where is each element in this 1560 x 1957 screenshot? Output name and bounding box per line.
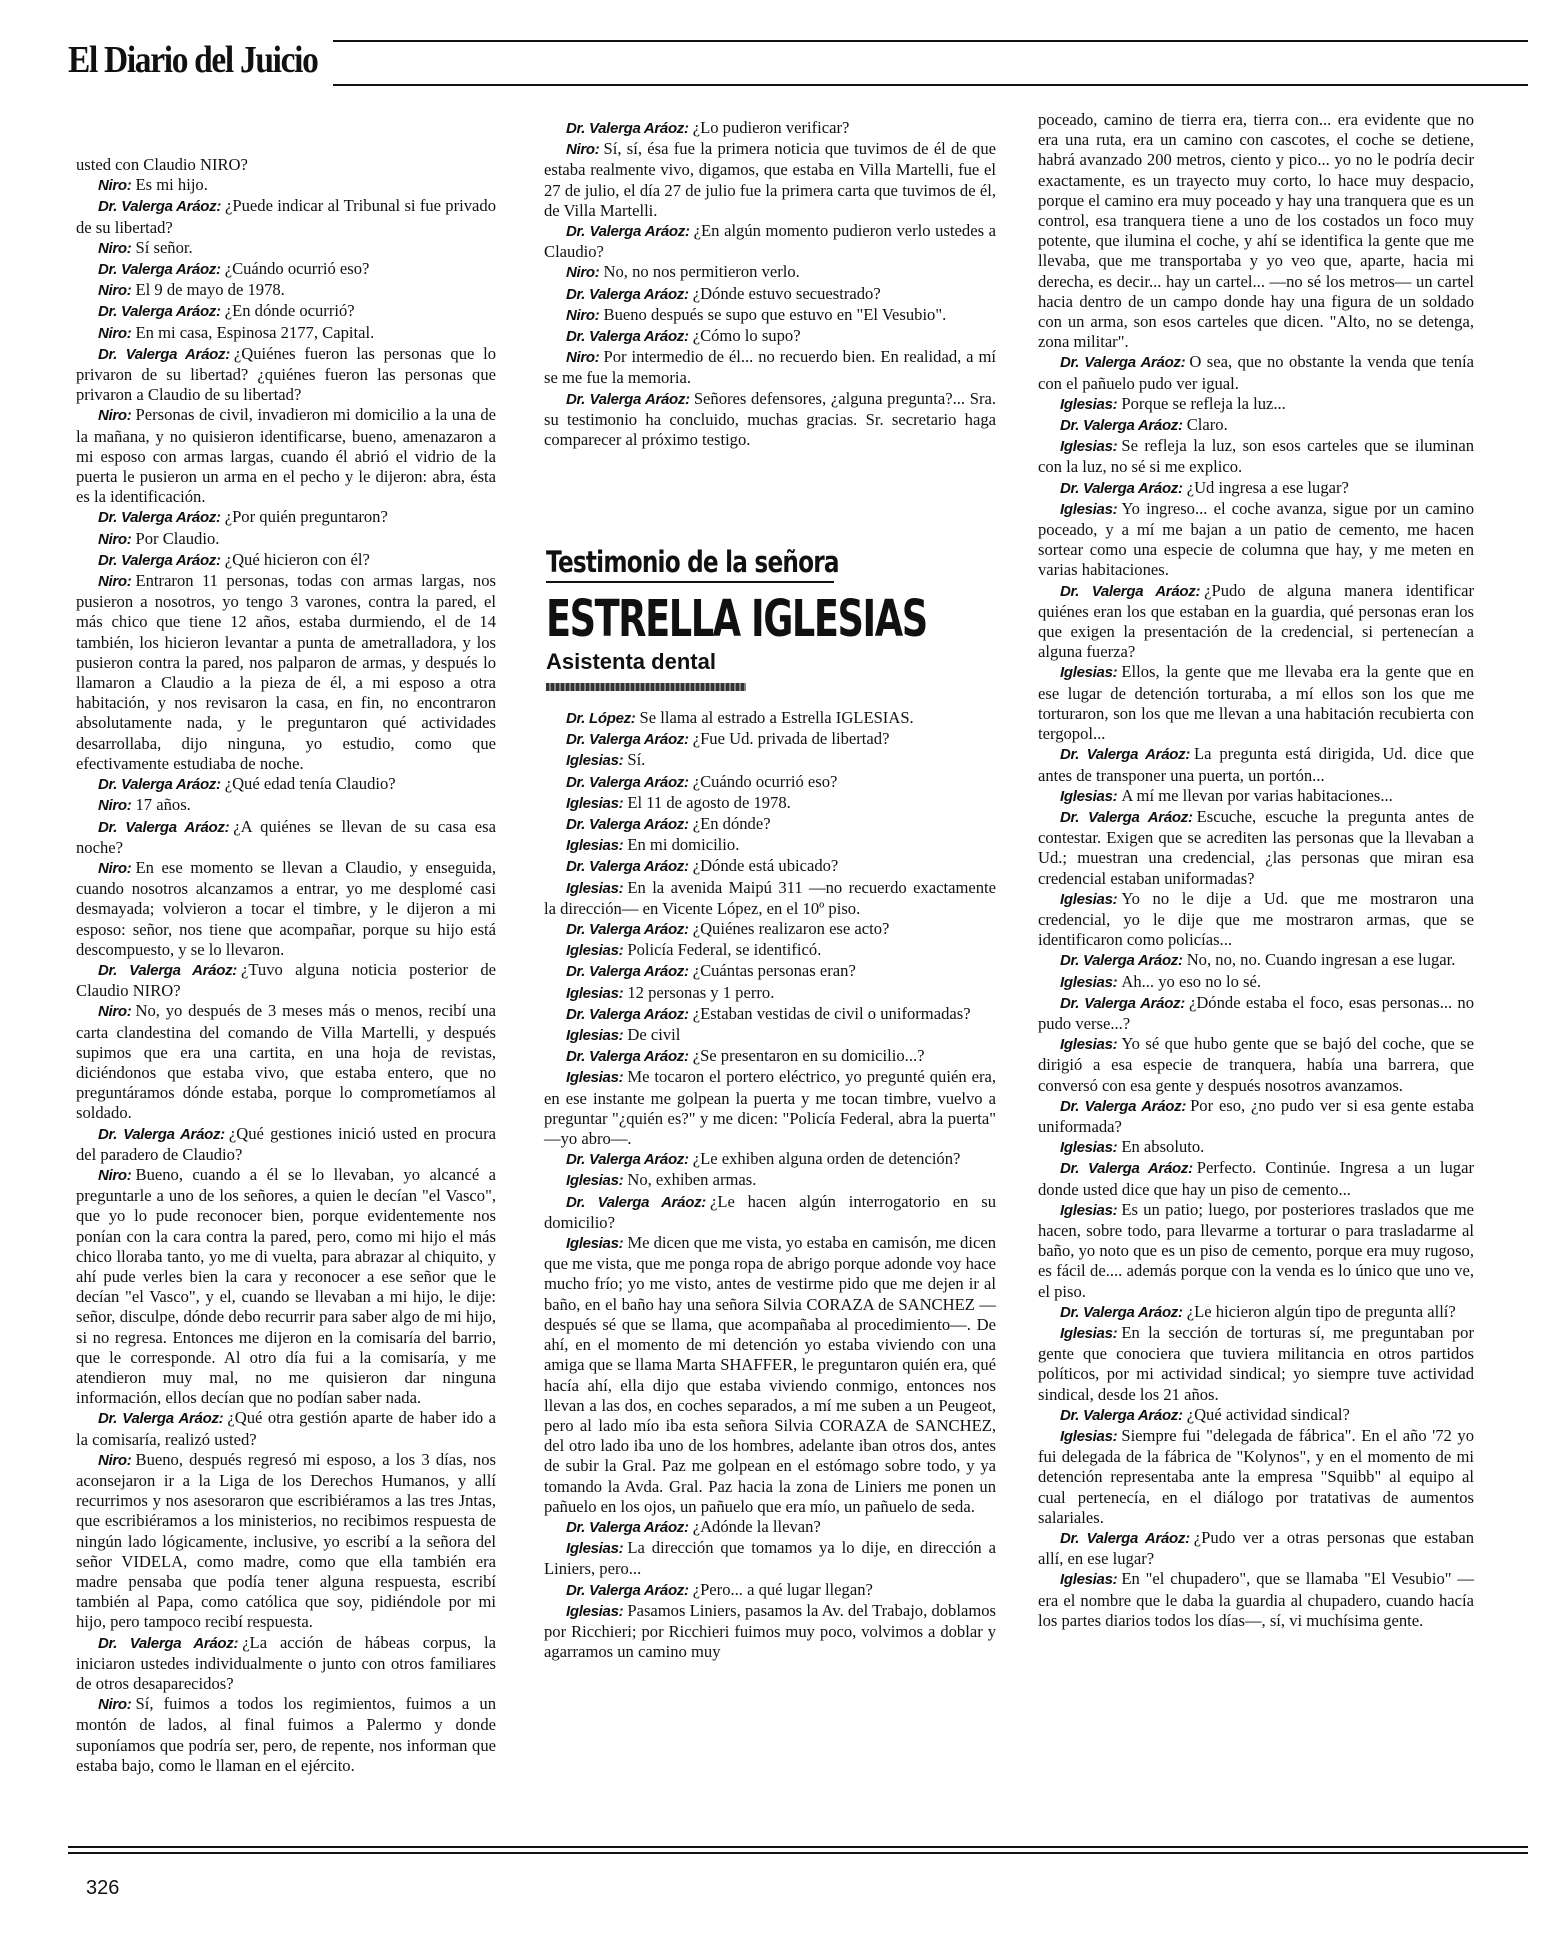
dialogue-paragraph [76, 507, 496, 528]
speaker-label: Dr. Valerga Aráoz: [566, 223, 690, 241]
dialogue-paragraph [76, 795, 496, 816]
speaker-label: Dr. Valerga Aráoz: [566, 390, 690, 408]
speaker-label: Dr. Valerga Aráoz: [1060, 1406, 1183, 1424]
dialogue-text: Bueno, cuando a él se lo llevaban, yo alcancé a preguntarle a uno de los señores, a quien le decían "el Vasco", que yo lo pude reconocer bien, porque evidentemente nos ponían con la cara contra la pared, pero, como mi hijo el más chico lloraba tanto, yo me di vuelta, para abrazar al chiquito, y ahí pude verles bien la cara y reconocer a ese señor que le decían "el Vasco", y el, cuando se llevaban a mi hijo, le dije: señor, disculpe, dónde debo recurrir para saber algo de mi hijo, si no regresa. Entonces me dijeron en la comisaría del barrio, que le corresponde. Al otro día fui a la comisaría, y me atendieron muy mal, no me quisieron dar ninguna información, ellos decían que no podían saber nada. [76, 1164, 496, 1408]
dialogue-paragraph [76, 1001, 496, 1123]
speaker-label: Dr. Valerga Aráoz: [1060, 746, 1191, 764]
speaker-label: Iglesias: [1060, 787, 1118, 805]
dialogue-paragraph [1038, 1137, 1474, 1158]
dialogue-paragraph [544, 284, 996, 305]
speaker-label: Iglesias: [566, 1069, 624, 1087]
speaker-label: Dr. Valerga Aráoz: [1060, 582, 1201, 600]
dialogue-text: ¿Se presentaron en su domicilio...? [692, 1046, 925, 1066]
testimony-kicker: Testimonio de la señora [546, 545, 834, 583]
dialogue-text: No, exhiben armas. [627, 1170, 757, 1190]
dialogue-text: Yo no le dije a Ud. que me mostraron una credencial, yo le dije que me mostraron armas, que se identificaron como policías... [1038, 888, 1474, 950]
speaker-label: Dr. Valerga Aráoz: [566, 1581, 689, 1599]
dialogue-text: poceado, camino de tierra era, tierra con... era evidente que no era una ruta, era un camino con cascotes, el coche se detiene, habrá avanzado 200 metros, ciento y pico... yo no le podría decir exactamente, es un trayecto muy corto, lo hace muy despacio, porque el camino era muy poceado y hay una tranquera que es un control, esa tranquera tiene a uno de los costados un foco muy potente, que ilumina el coche, y ahí se identifica la gente que me llevaba, que me transportaba y yo veo que, aparte, hacia mi derecha, es decir... hay un cartel... —no sé los metros— un cartel hacia dentro de un campo donde hay una figura de un soldado con un arma, son esos carteles que dicen. "Alto, no se detenga, zona militar". [1038, 110, 1474, 352]
dialogue-paragraph [76, 344, 496, 406]
dialogue-paragraph [544, 389, 996, 451]
dialogue-text: Siempre fui "delegada de fábrica". En el año '72 yo fui delegada de la fábrica de "Kolynos", y en el momento de mi detención representaba ante la empresa "Squibb" al equipo al cual pertenecía, en el diálogo por tratativas de aumentos salariales. [1038, 1426, 1474, 1527]
dialogue-paragraph [76, 1124, 496, 1165]
dialogue-text: ¿Cuándo ocurrió eso? [692, 771, 838, 791]
speaker-label: Dr. Valerga Aráoz: [98, 303, 221, 321]
column-1 [76, 155, 496, 1776]
speaker-label: Dr. Valerga Aráoz: [1060, 1530, 1190, 1548]
dialogue-paragraph [1038, 950, 1474, 971]
column-2-top [544, 118, 996, 450]
speaker-label: Dr. Valerga Aráoz: [98, 345, 230, 363]
speaker-label: Dr. Valerga Aráoz: [1060, 952, 1183, 970]
dialogue-paragraph [1038, 1200, 1474, 1302]
dialogue-paragraph [76, 196, 496, 237]
masthead-rule [333, 84, 1528, 86]
dialogue-paragraph [544, 856, 996, 877]
dialogue-paragraph [1038, 436, 1474, 477]
dialogue-text: Por eso, ¿no pudo ver si esa gente estaba uniformada? [1038, 1095, 1474, 1136]
dialogue-paragraph [544, 305, 996, 326]
speaker-label: Iglesias: [566, 942, 624, 960]
dialogue-text: ¿Lo pudieron verificar? [692, 118, 850, 137]
masthead-title: El Diario del Juicio [68, 39, 318, 81]
dialogue-text: 17 años. [135, 795, 191, 815]
dialogue-paragraph [544, 1517, 996, 1538]
dialogue-text: Bueno después se supo que estuvo en "El Vesubio". [603, 304, 947, 324]
speaker-label: Iglesias: [1060, 1571, 1118, 1589]
speaker-label: Iglesias: [566, 1540, 624, 1558]
speaker-label: Dr. Valerga Aráoz: [566, 731, 689, 749]
dialogue-text: ¿A quiénes se llevan de su casa esa noche? [76, 816, 496, 857]
speaker-label: Niro: [98, 1696, 132, 1714]
speaker-label: Dr. Valerga Aráoz: [566, 858, 689, 876]
dialogue-text: Sí señor. [135, 237, 193, 257]
speaker-label: Dr. Valerga Aráoz: [98, 961, 237, 979]
dialogue-paragraph [76, 175, 496, 196]
speaker-label: Dr. Valerga Aráoz: [566, 328, 689, 346]
masthead [68, 38, 1528, 90]
speaker-label: Niro: [98, 324, 132, 342]
speaker-label: Iglesias: [1060, 438, 1118, 456]
dialogue-text: ¿En dónde ocurrió? [224, 301, 355, 321]
speaker-label: Dr. Valerga Aráoz: [98, 198, 222, 216]
dialogue-paragraph [544, 1601, 996, 1663]
dialogue-text: ¿Cómo lo supo? [692, 326, 801, 346]
dialogue-paragraph [1038, 1569, 1474, 1631]
dialogue-text: Es un patio; luego, por posteriores traslados que me hacen, sobre todo, para llevarme a torturar o para trasladarme al baño, yo noto que es un piso de cemento, porque era muy rugoso, es fácil de.... además porque con la venda es lo único que uno ve, el piso. [1038, 1199, 1474, 1301]
dialogue-text: Ellos, la gente que me llevaba era la gente que en ese lugar de detención torturaba, a mí ellos son los que me torturaron, son los que me llevan a una habitación recubierta con tergopol... [1038, 662, 1474, 744]
dialogue-paragraph [76, 858, 496, 960]
testimony-name: ESTRELLA IGLESIAS [546, 590, 927, 649]
dialogue-paragraph [1038, 478, 1474, 499]
dialogue-text: No, no nos permitieron verlo. [603, 262, 800, 282]
dialogue-text: No, yo después de 3 meses más o menos, recibí una carta clandestina del comando de Villa Martelli, y después supimos que era una cartita, en una hoja de revistas, diciéndonos que estaba vivo, que estaba entero, que no preguntáramos dónde estaba, porque lo comprometíamos al soldado. [76, 1001, 496, 1123]
dialogue-text: En mi casa, Espinosa 2177, Capital. [135, 322, 375, 342]
speaker-label: Iglesias: [566, 1172, 624, 1190]
dialogue-text: ¿Pudo ver a otras personas que estaban allí, en ese lugar? [1038, 1528, 1475, 1569]
column-3 [1038, 110, 1474, 1631]
dialogue-text: ¿Ud ingresa a ese lugar? [1186, 477, 1349, 497]
dialogue-paragraph [76, 529, 496, 550]
speaker-label: Niro: [98, 1166, 132, 1184]
dialogue-paragraph [76, 405, 496, 507]
dialogue-text: La pregunta está dirigida, Ud. dice que antes de transponer una puerta, un portón... [1038, 744, 1475, 785]
dialogue-text: ¿Qué otra gestión aparte de haber ido a la comisaría, realizó usted? [76, 1408, 496, 1449]
dialogue-paragraph [1038, 415, 1474, 436]
dialogue-text: A mí me llevan por varias habitaciones... [1121, 785, 1393, 805]
speaker-label: Dr. Valerga Aráoz: [1060, 1303, 1183, 1321]
dialogue-text: No, no, no. Cuando ingresan a ese lugar. [1186, 950, 1456, 970]
dialogue-text: ¿Dónde estaba el foco, esas personas... no pudo verse...? [1038, 992, 1475, 1033]
dialogue-paragraph [1038, 1528, 1474, 1569]
dialogue-paragraph [76, 155, 496, 175]
dialogue-text: En mi domicilio. [627, 835, 740, 855]
dialogue-paragraph [1038, 1096, 1474, 1137]
dialogue-text: En ese momento se llevan a Claudio, y enseguida, cuando nosotros alcanzamos a entrar, yo me desplomé casi desmayada; volvieron a tocar el timbre, y le dijeron a mi esposo: señor, nos tiene que acompañar, porque su hijo está descompuesto, y se lo llevaron. [76, 857, 496, 959]
dialogue-text: Personas de civil, invadieron mi domicilio a la una de la mañana, y no quisieron identificarse, bueno, amenazaron a mi esposo con armas largas, cuando él abrió el vidrio de la puerta le pusieron un arma en el pecho y le dijeron: abra, ésta es la identificación. [76, 405, 496, 507]
dialogue-paragraph [76, 550, 496, 571]
dialogue-paragraph [76, 817, 496, 858]
dialogue-text: ¿Le exhiben alguna orden de detención? [692, 1149, 961, 1169]
speaker-label: Dr. Valerga Aráoz: [1060, 1160, 1193, 1178]
dialogue-paragraph [544, 1233, 996, 1517]
dialogue-text: Se refleja la luz, son esos carteles que se iluminan con la luz, no sé si me explico. [1038, 436, 1474, 477]
speaker-label: Dr. Valerga Aráoz: [98, 1410, 224, 1428]
speaker-label: Iglesias: [566, 752, 624, 770]
speaker-label: Iglesias: [1060, 395, 1118, 413]
speaker-label: Dr. Valerga Aráoz: [1060, 808, 1193, 826]
speaker-label: Dr. Valerga Aráoz: [1060, 994, 1185, 1012]
dialogue-text: ¿Cuántas personas eran? [692, 961, 856, 981]
dialogue-text: ¿Cuándo ocurrió eso? [224, 259, 370, 279]
dialogue-paragraph [544, 729, 996, 750]
dialogue-text: O sea, que no obstante la venda que tenía con el pañuelo pudo ver igual. [1038, 352, 1474, 393]
dialogue-text: ¿Adónde la llevan? [692, 1516, 821, 1536]
dialogue-paragraph [76, 1408, 496, 1449]
dialogue-paragraph [1038, 1302, 1474, 1323]
dialogue-text: ¿Tuvo alguna noticia posterior de Claudio NIRO? [76, 959, 497, 1001]
dialogue-paragraph [76, 1633, 496, 1695]
speaker-label: Dr. Valerga Aráoz: [566, 921, 689, 939]
speaker-label: Dr. Valerga Aráoz: [1060, 1097, 1187, 1115]
dialogue-text: ¿Quiénes fueron las personas que lo privaron de su libertad? ¿quiénes fueron las personas que privaron a Claudio de su libertad? [76, 343, 496, 405]
dialogue-text: Me tocaron el portero eléctrico, yo pregunté quién era, en ese instante me golpean la puerta y me tocan timbre, vuelvo a preguntar "¿quién es?" y me dicen: "Policía Federal, abra la puerta" —yo abro—. [544, 1067, 996, 1149]
speaker-label: Dr. Valerga Aráoz: [98, 261, 221, 279]
speaker-label: Dr. Valerga Aráoz: [566, 1151, 689, 1169]
footer-rule [68, 1852, 1528, 1854]
dialogue-text: Se llama al estrado a Estrella IGLESIAS. [639, 708, 914, 727]
speaker-label: Dr. Valerga Aráoz: [566, 963, 689, 981]
dialogue-paragraph [544, 1067, 996, 1149]
dialogue-text: ¿Quiénes realizaron ese acto? [692, 919, 890, 939]
dialogue-paragraph [544, 814, 996, 835]
speaker-label: Niro: [98, 530, 132, 548]
dialogue-text: ¿Qué edad tenía Claudio? [224, 774, 396, 794]
speaker-label: Dr. Valerga Aráoz: [566, 816, 689, 834]
dialogue-paragraph [544, 835, 996, 856]
dialogue-paragraph [544, 221, 996, 262]
speaker-label: Dr. Valerga Aráoz: [566, 773, 689, 791]
dialogue-paragraph [1038, 993, 1474, 1034]
dialogue-text: ¿Qué gestiones inició usted en procura del paradero de Claudio? [76, 1123, 496, 1164]
dialogue-text: El 11 de agosto de 1978. [627, 792, 791, 812]
speaker-label: Niro: [566, 306, 600, 324]
speaker-label: Iglesias: [566, 984, 624, 1002]
dialogue-text: Perfecto. Continúe. Ingresa a un lugar donde usted dice que hay un piso de cemento... [1038, 1158, 1474, 1199]
dialogue-text: Por Claudio. [135, 528, 220, 548]
dialogue-paragraph [544, 1170, 996, 1191]
speaker-label: Iglesias: [1060, 1139, 1118, 1157]
speaker-label: Dr. Valerga Aráoz: [98, 776, 221, 794]
dialogue-paragraph [1038, 1034, 1474, 1096]
dialogue-paragraph [1038, 1426, 1474, 1528]
dialogue-paragraph [544, 793, 996, 814]
speaker-label: Niro: [566, 141, 600, 159]
speaker-label: Iglesias: [1060, 890, 1118, 908]
dialogue-text: Porque se refleja la luz... [1121, 393, 1286, 413]
dialogue-paragraph [544, 750, 996, 771]
dialogue-text: De civil [627, 1025, 681, 1045]
dialogue-text: ¿La acción de hábeas corpus, la iniciaron ustedes individualmente o junto con otros familiares de otros desaparecidos? [76, 1632, 496, 1694]
dialogue-paragraph [1038, 889, 1474, 951]
dialogue-paragraph [544, 961, 996, 982]
dialogue-text: Sí, sí, ésa fue la primera noticia que tuvimos de él de que estaba realmente vivo, digamos, que estaba en Villa Martelli, fue el 27 de julio, el día 27 de julio fue la primera carta que tuvimos de él, de Villa Martelli. [544, 139, 996, 220]
speaker-label: Iglesias: [1060, 1036, 1118, 1054]
speaker-label: Niro: [98, 239, 132, 257]
speaker-label: Dr. Valerga Aráoz: [98, 551, 221, 569]
dialogue-paragraph [544, 919, 996, 940]
speaker-label: Niro: [98, 1003, 132, 1021]
dialogue-paragraph [76, 323, 496, 344]
speaker-label: Dr. Valerga Aráoz: [98, 509, 221, 527]
speaker-label: Niro: [98, 859, 132, 877]
dialogue-paragraph [1038, 972, 1474, 993]
speaker-label: Dr. Valerga Aráoz: [98, 1634, 239, 1652]
dialogue-text: ¿Dónde está ubicado? [692, 856, 839, 876]
dialogue-text: ¿Dónde estuvo secuestrado? [692, 283, 881, 303]
dialogue-text: Policía Federal, se identificó. [627, 940, 822, 960]
dialogue-paragraph [1038, 1158, 1474, 1199]
dialogue-text: La dirección que tomamos ya lo dije, en dirección a Liniers, pero... [544, 1538, 996, 1579]
dialogue-text: ¿Puede indicar al Tribunal si fue privado de su libertad? [76, 196, 496, 237]
dialogue-paragraph [544, 772, 996, 793]
dialogue-paragraph [76, 238, 496, 259]
footer-rules [68, 1846, 1528, 1858]
speaker-label: Iglesias: [1060, 664, 1118, 682]
dialogue-paragraph [76, 1450, 496, 1633]
dialogue-text: En la sección de torturas sí, me preguntaban por gente que conociera que tuviera militancia en otros partidos políticos, por mi actividad sindical; yo siempre tuve actividad sindical, desde los 21 años. [1038, 1322, 1474, 1404]
dialogue-paragraph [1038, 662, 1474, 744]
dialogue-paragraph [1038, 499, 1474, 581]
speaker-label: Iglesias: [566, 1235, 624, 1253]
dialogue-paragraph [1038, 786, 1474, 807]
dialogue-text: Claro. [1186, 415, 1228, 435]
dialogue-paragraph [544, 1580, 996, 1601]
dialogue-paragraph [544, 983, 996, 1004]
speaker-label: Dr. Valerga Aráoz: [98, 818, 230, 836]
dialogue-paragraph [1038, 352, 1474, 393]
dialogue-paragraph [544, 708, 996, 729]
dialogue-text: Escuche, escuche la pregunta antes de contestar. Exigen que se acrediten las personas que la llevaban a Ud.; muestran una credencial, ¿las personas que miran esa credencial estaban uniformadas? [1038, 806, 1474, 888]
dialogue-paragraph [544, 1004, 996, 1025]
dialogue-text: El 9 de mayo de 1978. [135, 280, 285, 300]
dialogue-paragraph [544, 118, 996, 139]
dialogue-paragraph [544, 1046, 996, 1067]
speaker-label: Dr. López: [566, 710, 636, 727]
speaker-label: Dr. Valerga Aráoz: [566, 1048, 689, 1066]
masthead-rule [333, 40, 1528, 42]
speaker-label: Niro: [98, 573, 132, 591]
dialogue-text: Entraron 11 personas, todas con armas largas, nos pusieron a nosotros, yo tengo 3 varones, contra la pared, el más chico que tiene 12 años, estaba durmiendo, el de 14 también, los hicieron levantar a punta de ametralladora, y los pusieron contra la pared, nos palparon de armas, y después lo llamaron a Claudio a la pieza de él, a mi esposo a otra habitación, y nos revisaron la casa, en fin, no encontraron absolutamente nada, y le preguntaron qué actividades desarrollaba, dijo ninguna, yo estudio, como que efectivamente estudiaba de noche. [76, 571, 496, 773]
dialogue-text: Me dicen que me vista, yo estaba en camisón, me dicen que me vista, que me ponga ropa de abrigo porque adonde voy hace mucho frío; yo me visto, antes de vestirme pido que me dejen ir al baño, en el baño hay una señora Silvia CORAZA de SANCHEZ —después sé que se llama, que acompañaba al procedimiento—. De ahí, en el momento de mi detención yo estaba viviendo con una amiga que se llama Marta SHAFFER, le preguntaron quién era, qué hacía ahí, ella dijo que estaba viviendo conmigo, entonces nos llevan a las dos, en coches separados, a mí me suben a un Peugeot, pero al lado mío iba esta señora Silvia CORAZA de SANCHEZ, del otro lado iba uno de los hombres, adelante iban otros dos, antes de subir la Gral. Paz me golpean en el estómago sobre todo, y ya tomando la Avda. Gral. Paz hacia la zona de Liniers me ponen un pañuelo en los ojos, un pañuelo que era mío, un pañuelo de seda. [544, 1233, 996, 1516]
speaker-label: Dr. Valerga Aráoz: [1060, 417, 1183, 435]
speaker-label: Iglesias: [1060, 1428, 1118, 1445]
dialogue-text: En "el chupadero", que se llamaba "El Vesubio" —era el nombre que le daba la guardia al chupadero, cuando hacía los partes diarios todos los días—, sí, vi muchísima gente. [1038, 1569, 1474, 1630]
speaker-label: Niro: [566, 349, 600, 367]
speaker-label: Niro: [566, 264, 600, 282]
speaker-label: Iglesias: [1060, 500, 1118, 518]
dialogue-text: Ah... yo eso no lo sé. [1121, 971, 1261, 991]
dialogue-paragraph [544, 940, 996, 961]
speaker-label: Dr. Valerga Aráoz: [566, 120, 689, 137]
dialogue-paragraph [1038, 1323, 1474, 1405]
dialogue-text: ¿Le hacen algún interrogatorio en su domicilio? [544, 1191, 996, 1232]
dialogue-paragraph [76, 774, 496, 795]
dialogue-paragraph [1038, 581, 1474, 663]
dialogue-text: ¿Por quién preguntaron? [224, 507, 388, 527]
speaker-label: Dr. Valerga Aráoz: [566, 1193, 706, 1211]
dialogue-text: ¿Qué actividad sindical? [1186, 1404, 1350, 1424]
dialogue-paragraph [1038, 394, 1474, 415]
speaker-label: Iglesias: [566, 837, 624, 855]
dialogue-paragraph [76, 1694, 496, 1776]
speaker-label: Iglesias: [1060, 1324, 1118, 1342]
speaker-label: Dr. Valerga Aráoz: [566, 1005, 689, 1023]
dialogue-paragraph [544, 262, 996, 283]
dialogue-paragraph [1038, 1405, 1474, 1426]
dialogue-text: Es mi hijo. [135, 175, 208, 195]
dialogue-paragraph [544, 326, 996, 347]
dialogue-paragraph [544, 1025, 996, 1046]
dialogue-text: Por intermedio de él... no recuerdo bien. En realidad, a mí se me fue la memoria. [544, 347, 996, 388]
dialogue-paragraph [76, 259, 496, 280]
page-number: 326 [86, 1877, 120, 1899]
speaker-label: Iglesias: [566, 1602, 624, 1620]
dialogue-paragraph [544, 347, 996, 388]
dialogue-paragraph [1038, 807, 1474, 889]
dialogue-text: ¿Pero... a qué lugar llegan? [692, 1579, 873, 1599]
speaker-label: Dr. Valerga Aráoz: [98, 1125, 225, 1143]
testimony-header [546, 545, 998, 691]
dialogue-text: ¿Fue Ud. privada de libertad? [692, 729, 890, 749]
dialogue-paragraph [544, 1538, 996, 1579]
speaker-label: Dr. Valerga Aráoz: [1060, 479, 1183, 497]
dialogue-text: En absoluto. [1121, 1137, 1205, 1157]
speaker-label: Niro: [98, 282, 132, 300]
dialogue-paragraph [544, 1149, 996, 1170]
speaker-label: Niro: [98, 797, 132, 815]
testimony-subtitle: Asistenta dental [546, 649, 716, 674]
dialogue-text: usted con Claudio NIRO? [76, 155, 248, 174]
column-2-bottom [544, 708, 996, 1662]
dialogue-paragraph [1038, 110, 1474, 352]
speaker-label: Iglesias: [1060, 973, 1118, 991]
speaker-label: Niro: [98, 1451, 132, 1469]
dialogue-text: ¿Le hicieron algún tipo de pregunta allí? [1186, 1301, 1456, 1321]
decorative-bar [546, 683, 746, 691]
dialogue-paragraph [544, 1192, 996, 1233]
dialogue-text: Yo sé que hubo gente que se bajó del coche, que se dirigió a esa especie de tranquera, había una barrera, que conversó con esa gente y después nosotros avanzamos. [1038, 1034, 1474, 1095]
dialogue-paragraph [76, 571, 496, 774]
speaker-label: Iglesias: [1060, 1201, 1118, 1219]
speaker-label: Iglesias: [566, 1027, 624, 1045]
speaker-label: Iglesias: [566, 794, 624, 812]
speaker-label: Niro: [98, 407, 132, 425]
dialogue-paragraph [76, 1165, 496, 1408]
speaker-label: Dr. Valerga Aráoz: [1060, 354, 1186, 372]
dialogue-text: Pasamos Liniers, pasamos la Av. del Trabajo, doblamos por Ricchieri; por Ricchieri fuimos muy poco, volvimos a doblar y agarramos un camino muy [544, 1600, 996, 1662]
dialogue-text: 12 personas y 1 perro. [627, 982, 775, 1002]
dialogue-text: En la avenida Maipú 311 —no recuerdo exactamente la dirección— en Vicente López, en el 10º piso. [544, 877, 996, 918]
dialogue-paragraph [1038, 744, 1474, 785]
dialogue-text: ¿En dónde? [692, 814, 771, 834]
dialogue-text: ¿Pudo de alguna manera identificar quiénes eran los que estaban en la guardia, qué personas eran los que exigen la presentación de la credencial, si pertenecían a alguna fuerza? [1038, 580, 1474, 662]
speaker-label: Iglesias: [566, 879, 624, 897]
dialogue-paragraph [544, 878, 996, 919]
speaker-label: Niro: [98, 177, 132, 195]
dialogue-text: Yo ingreso... el coche avanza, sigue por un camino poceado, y a mí me bajan a un patio de cemento, me hacen sortear como una especie de columna que hay, y me meten en varias habitaciones. [1038, 498, 1474, 580]
dialogue-text: Señores defensores, ¿alguna pregunta?... Sra. su testimonio ha concluido, muchas gracias. Sr. secretario haga comparecer al próximo testigo. [544, 388, 996, 450]
speaker-label: Dr. Valerga Aráoz: [566, 285, 689, 303]
dialogue-paragraph [76, 960, 496, 1001]
dialogue-text: ¿Estaban vestidas de civil o uniformadas? [692, 1003, 971, 1023]
dialogue-text: Sí, fuimos a todos los regimientos, fuimos a un montón de lados, al final fuimos a Palermo y donde suponíamos que podría ser, pero, de repente, nos informan que estaba bajo, como le llaman en el ejército. [76, 1694, 496, 1775]
dialogue-text: ¿Qué hicieron con él? [224, 549, 370, 569]
dialogue-paragraph [544, 139, 996, 221]
dialogue-text: Sí. [627, 750, 646, 770]
dialogue-text: Bueno, después regresó mi esposo, a los 3 días, nos aconsejaron ir a la Liga de los Derechos Humanos, y allí recurrimos y nos asesoraron que escribiéramos a las tres Jntas, que escribiéramos a los ministerios, no recibimos respuesta de ningún lado lógicamente, inclusive, yo escribí a la señora del señor VIDELA, como madre, como que ella también era madre pensaba que podía tener alguna respuesta, escribí también al Papa, como católica que soy, pidiéndole por mi hijo, pero tampoco recibí respuesta. [76, 1449, 496, 1632]
dialogue-text: ¿En algún momento pudieron verlo ustedes a Claudio? [544, 221, 997, 262]
footer-rule [68, 1846, 1528, 1848]
dialogue-paragraph [76, 280, 496, 301]
dialogue-paragraph [76, 301, 496, 322]
speaker-label: Dr. Valerga Aráoz: [566, 1518, 689, 1536]
